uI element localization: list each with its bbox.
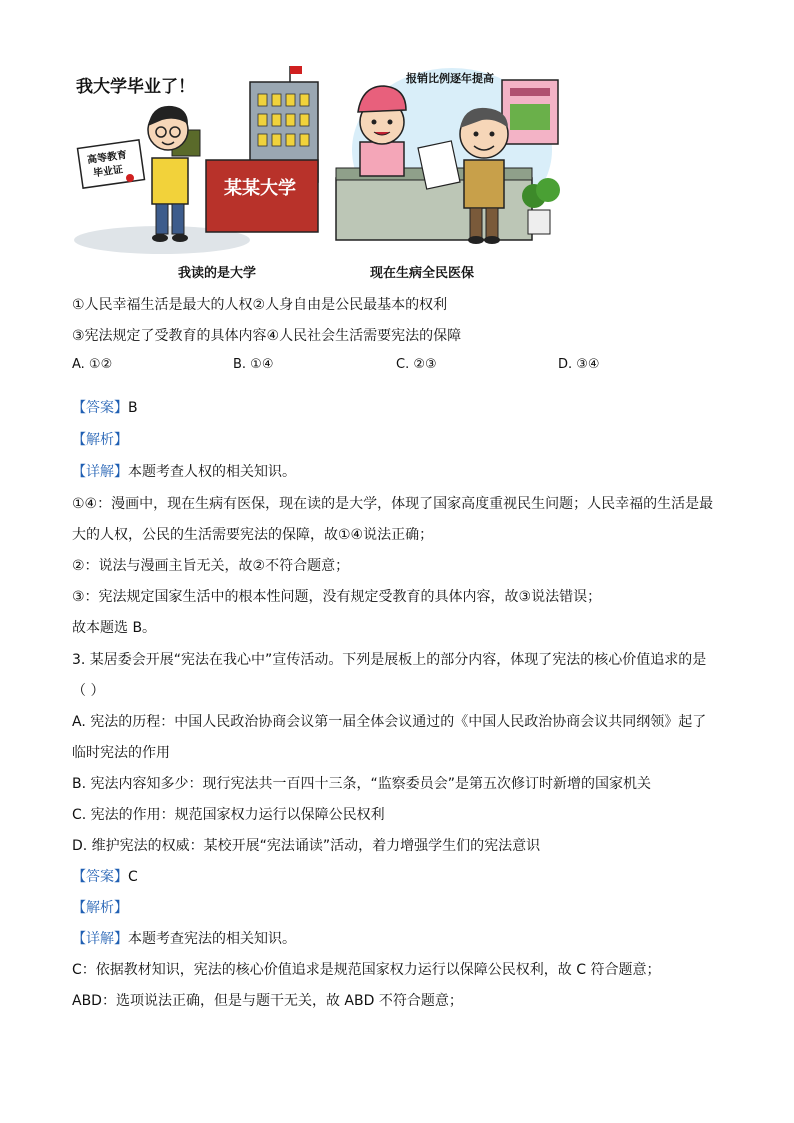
q2-option-c: C. ②③ [396, 357, 437, 372]
q3-option-a-line2: 临时宪法的作用 [72, 745, 170, 761]
q2-answer-value: B [128, 400, 138, 416]
right-speech-text: 报销比例逐年提高 [406, 72, 494, 85]
q2-option-d: D. ③④ [558, 357, 600, 372]
q2-option-b: B. ①④ [233, 357, 274, 372]
q3-para1: C：依据教材知识，宪法的核心价值追求是规范国家权力运行以保障公民权利，故 C 符合题意； [72, 962, 661, 978]
right-cartoon-panel [336, 68, 560, 244]
q2-analysis-tag: 【解析】 [72, 432, 128, 448]
cartoon-illustration [72, 60, 572, 260]
q2-detail-tag: 【详解】 [72, 464, 128, 480]
left-speech-text: 我大学毕业了！ [76, 77, 195, 97]
q2-conclusion: 故本题选 B。 [72, 620, 157, 636]
q2-para1-line1: ①④：漫画中，现在生病有医保，现在读的是大学，体现了国家高度重视民生问题；人民幸福的生活是最 [72, 496, 714, 512]
q2-items-line2: ③宪法规定了受教育的具体内容④人民社会生活需要宪法的保障 [72, 328, 462, 344]
diploma [78, 140, 145, 188]
q2-para3: ③：宪法规定国家生活中的根本性问题，没有规定受教育的具体内容，故③说法错误； [72, 589, 602, 605]
q2-para2: ②：说法与漫画主旨无关，故②不符合题意； [72, 558, 350, 574]
q3-answer-tag: 【答案】 [72, 869, 128, 885]
q3-answer-value: C [128, 869, 138, 885]
q3-detail-tag: 【详解】 [72, 931, 128, 947]
q3-detail [72, 929, 296, 949]
diploma-line2: 毕业证 [92, 164, 124, 180]
q2-detail [72, 462, 296, 482]
left-caption: 我读的是大学 [178, 266, 257, 281]
q3-stem-line1: 3. 某居委会开展“宪法在我心中”宣传活动。下列是展板上的部分内容，体现了宪法的核心价值追求的是 [72, 652, 707, 668]
q3-para2: ABD：选项说法正确，但是与题干无关，故 ABD 不符合题意； [72, 993, 463, 1009]
building-sign-text: 某某大学 [224, 178, 296, 199]
q3-option-a-line1: A. 宪法的历程：中国人民政治协商会议第一届全体会议通过的《中国人民政治协商会议共同纲领》起了 [72, 714, 707, 730]
q3-option-d: D. 维护宪法的权威：某校开展“宪法诵读”活动，着力增强学生们的宪法意识 [72, 838, 541, 854]
diploma-line1: 高等教育 [86, 149, 128, 167]
q3-detail-text: 本题考查宪法的相关知识。 [128, 931, 296, 947]
q3-stem-line2: （ ） [72, 683, 105, 699]
q2-para1-line2: 大的人权，公民的生活需要宪法的保障，故①④说法正确； [72, 527, 434, 543]
q2-answer [72, 398, 138, 418]
q3-answer [72, 867, 138, 887]
q3-option-b: B. 宪法内容知多少：现行宪法共一百四十三条，“监察委员会”是第五次修订时新增的国家机关 [72, 776, 652, 792]
q2-answer-tag: 【答案】 [72, 400, 128, 416]
q3-option-c: C. 宪法的作用：规范国家权力运行以保障公民权利 [72, 807, 385, 823]
q3-analysis-tag: 【解析】 [72, 900, 128, 916]
q2-detail-text: 本题考查人权的相关知识。 [128, 464, 296, 480]
q2-option-a: A. ①② [72, 357, 113, 372]
right-caption: 现在生病全民医保 [370, 266, 475, 281]
nurse-figure [358, 86, 406, 176]
student-figure [148, 106, 200, 242]
q2-items-line1: ①人民幸福生活是最大的人权②人身自由是公民最基本的权利 [72, 297, 448, 313]
left-cartoon-panel [74, 66, 318, 254]
